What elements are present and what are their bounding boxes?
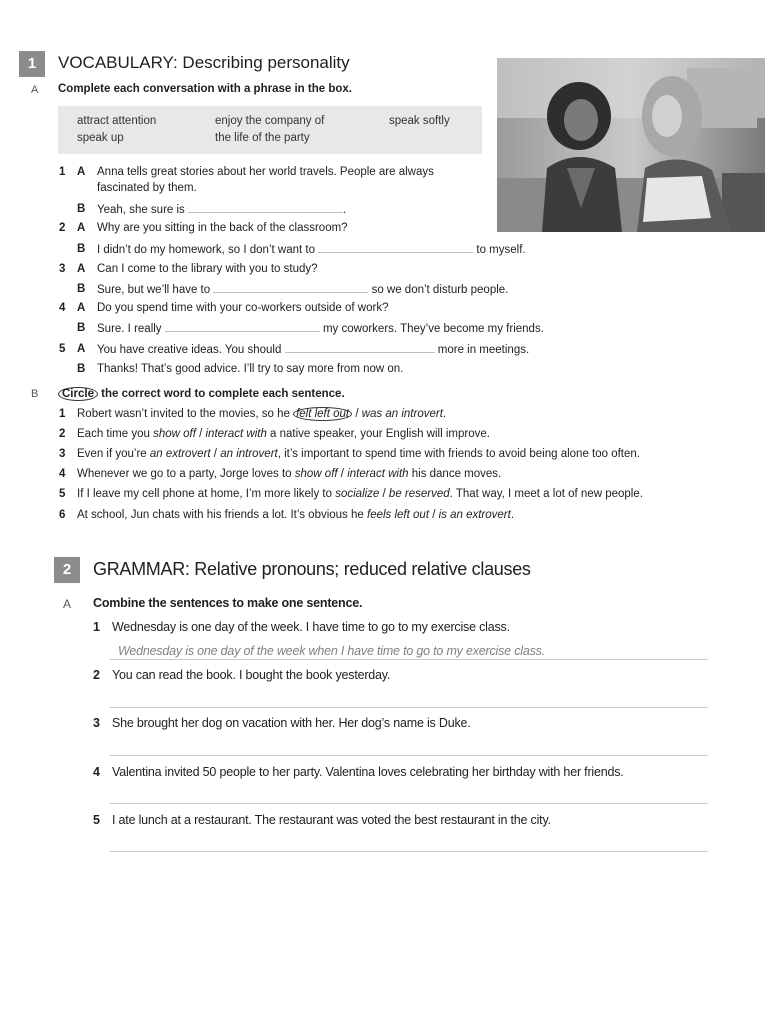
conversation-line <box>97 243 526 256</box>
item-number: 5 <box>59 343 66 355</box>
option-2[interactable]: interact with <box>205 428 267 440</box>
item-number: 5 <box>59 488 66 500</box>
sentence-post: . <box>510 509 515 521</box>
item-number: 1 <box>59 166 66 178</box>
answer-blank[interactable] <box>285 343 435 353</box>
line-post: my coworkers. They’ve become my friends. <box>322 323 544 335</box>
circle-sentence <box>77 448 640 460</box>
item-number: 2 <box>59 222 66 234</box>
option-separator: / <box>210 448 221 460</box>
conversation-line: Why are you sitting in the back of the classroom? <box>97 222 348 234</box>
conversation-line: Anna tells great stories about her world travels. People are always <box>97 166 434 178</box>
item-number: 3 <box>93 716 100 730</box>
item-number: 1 <box>59 408 66 420</box>
answer-blank[interactable] <box>213 283 368 293</box>
speaker-a: A <box>77 302 86 314</box>
line-post: . <box>343 204 347 216</box>
part-b-instruction <box>58 387 345 401</box>
phrase-item: the life of the party <box>215 132 310 144</box>
item-number: 4 <box>59 302 66 314</box>
circle-sentence <box>77 408 446 420</box>
section-1-number: 1 <box>19 51 45 77</box>
part-b-instruction-rest: the correct word to complete each sentence. <box>97 388 345 400</box>
option-1[interactable]: feels left out <box>367 509 430 521</box>
circle-sentence <box>77 428 490 440</box>
line-post: so we don’t disturb people. <box>371 284 509 296</box>
speaker-a: A <box>77 343 86 355</box>
sentence-pre: Robert wasn’t invited to the movies, so he <box>77 408 294 420</box>
combine-sentence: I ate lunch at a restaurant. The restaurant was voted the best restaurant in the city. <box>112 813 551 827</box>
section-2-title-prefix: GRAMMAR: <box>93 559 190 579</box>
conversation-line: fascinated by them. <box>97 182 197 194</box>
combine-sentence: She brought her dog on vacation with her. Her dog’s name is Duke. <box>112 716 471 730</box>
phrase-item: speak up <box>77 132 124 144</box>
option-1[interactable]: socialize <box>335 488 380 500</box>
line-pre: Sure, but we’ll have to <box>97 284 211 296</box>
option-separator: / <box>379 488 389 500</box>
answer-blank[interactable] <box>165 322 320 332</box>
conversation-line: Do you spend time with your co-workers outside of work? <box>97 302 389 314</box>
line-pre: I didn’t do my homework, so I don’t want to <box>97 244 315 256</box>
circle-sentence <box>77 509 514 521</box>
line-post: more in meetings. <box>437 344 530 356</box>
option-1[interactable]: an extrovert <box>149 448 211 460</box>
example-answer: Wednesday is one day of the week when I have time to go to my exercise class. <box>118 644 545 658</box>
sentence-post: , it’s important to spend time with friends to avoid being alone too often. <box>277 448 640 460</box>
sentence-pre: Even if you’re <box>77 448 150 460</box>
combine-sentence: You can read the book. I bought the book yesterday. <box>112 668 391 682</box>
option-2[interactable]: is an extrovert <box>438 509 511 521</box>
combine-sentence: Valentina invited 50 people to her party. Valentina loves celebrating her birthday with her friends. <box>112 765 624 779</box>
line-post: to myself. <box>476 244 526 256</box>
circle-word: Circle <box>58 387 98 401</box>
item-number: 1 <box>93 620 100 634</box>
speaker-b: B <box>77 363 86 375</box>
item-number: 2 <box>59 428 66 440</box>
circle-sentence <box>77 468 501 480</box>
option-separator: / <box>429 509 439 521</box>
item-number: 2 <box>93 668 100 682</box>
section-2-title-rest: Relative pronouns; reduced relative clauses <box>189 559 531 579</box>
conversation-line: Can I come to the library with you to study? <box>97 263 318 275</box>
item-number: 6 <box>59 509 66 521</box>
speaker-b: B <box>77 203 86 215</box>
part-a-letter: A <box>31 84 39 96</box>
phrase-item: enjoy the company of <box>215 115 325 127</box>
section-2-number: 2 <box>54 557 80 583</box>
phrase-item: speak softly <box>389 115 450 127</box>
section-1-title-prefix: VOCABULARY: <box>58 53 178 72</box>
conversation-line <box>97 203 346 216</box>
answer-line[interactable] <box>110 851 708 852</box>
speaker-a: A <box>77 166 86 178</box>
combine-sentence: Wednesday is one day of the week. I have time to go to my exercise class. <box>112 620 510 634</box>
speaker-b: B <box>77 283 86 295</box>
section-1-title-rest: Describing personality <box>177 53 350 72</box>
section-1-title <box>58 53 350 73</box>
section-2-instruction: Combine the sentences to make one sentence. <box>93 596 363 610</box>
sentence-post: . <box>442 408 447 420</box>
conversation-line <box>97 322 544 335</box>
sentence-post: his dance moves. <box>408 468 502 480</box>
speaker-b: B <box>77 322 86 334</box>
sentence-pre: Each time you <box>77 428 154 440</box>
item-number: 4 <box>59 468 66 480</box>
phrase-box <box>58 106 482 154</box>
conversation-line: Thanks! That’s good advice. I’ll try to say more from now on. <box>97 363 404 375</box>
part-b-letter: B <box>31 388 39 400</box>
line-pre: You have creative ideas. You should <box>97 344 282 356</box>
sentence-post: . That way, I meet a lot of new people. <box>449 488 643 500</box>
option-2[interactable]: interact with <box>347 468 409 480</box>
option-separator: / <box>352 408 362 420</box>
sentence-pre: Whenever we go to a party, Jorge loves to <box>77 468 295 480</box>
answer-line[interactable] <box>110 659 708 660</box>
option-2[interactable]: be reserved <box>388 488 450 500</box>
answer-line[interactable] <box>110 803 708 804</box>
speaker-a: A <box>77 263 86 275</box>
option-separator: / <box>195 428 206 440</box>
speaker-a: A <box>77 222 86 234</box>
answer-line[interactable] <box>110 707 708 708</box>
conversation-line <box>97 343 529 356</box>
option-1[interactable]: show off <box>153 428 196 440</box>
section-2-title <box>93 559 531 580</box>
circle-sentence <box>77 488 643 500</box>
line-pre: Yeah, she sure is <box>97 204 185 216</box>
section-2-part-a-letter: A <box>63 597 72 611</box>
option-2[interactable]: an introvert <box>220 448 278 460</box>
sentence-post: a native speaker, your English will improve. <box>266 428 490 440</box>
item-number: 3 <box>59 263 66 275</box>
item-number: 3 <box>59 448 66 460</box>
answer-blank[interactable] <box>318 243 473 253</box>
part-a-instruction: Complete each conversation with a phrase in the box. <box>58 83 352 95</box>
speaker-b: B <box>77 243 86 255</box>
option-1-circled[interactable]: felt left out <box>293 407 352 421</box>
option-1[interactable]: show off <box>294 468 338 480</box>
two-women-talking-photo <box>497 58 765 232</box>
phrase-item: attract attention <box>77 115 157 127</box>
option-2[interactable]: was an introvert <box>361 408 443 420</box>
conversation-line <box>97 283 508 296</box>
answer-blank[interactable] <box>188 203 343 213</box>
item-number: 4 <box>93 765 100 779</box>
sentence-pre: If I leave my cell phone at home, I’m more likely to <box>77 488 336 500</box>
item-number: 5 <box>93 813 100 827</box>
sentence-pre: At school, Jun chats with his friends a lot. It’s obvious he <box>77 509 367 521</box>
option-separator: / <box>337 468 348 480</box>
line-pre: Sure. I really <box>97 323 162 335</box>
answer-line[interactable] <box>110 755 708 756</box>
